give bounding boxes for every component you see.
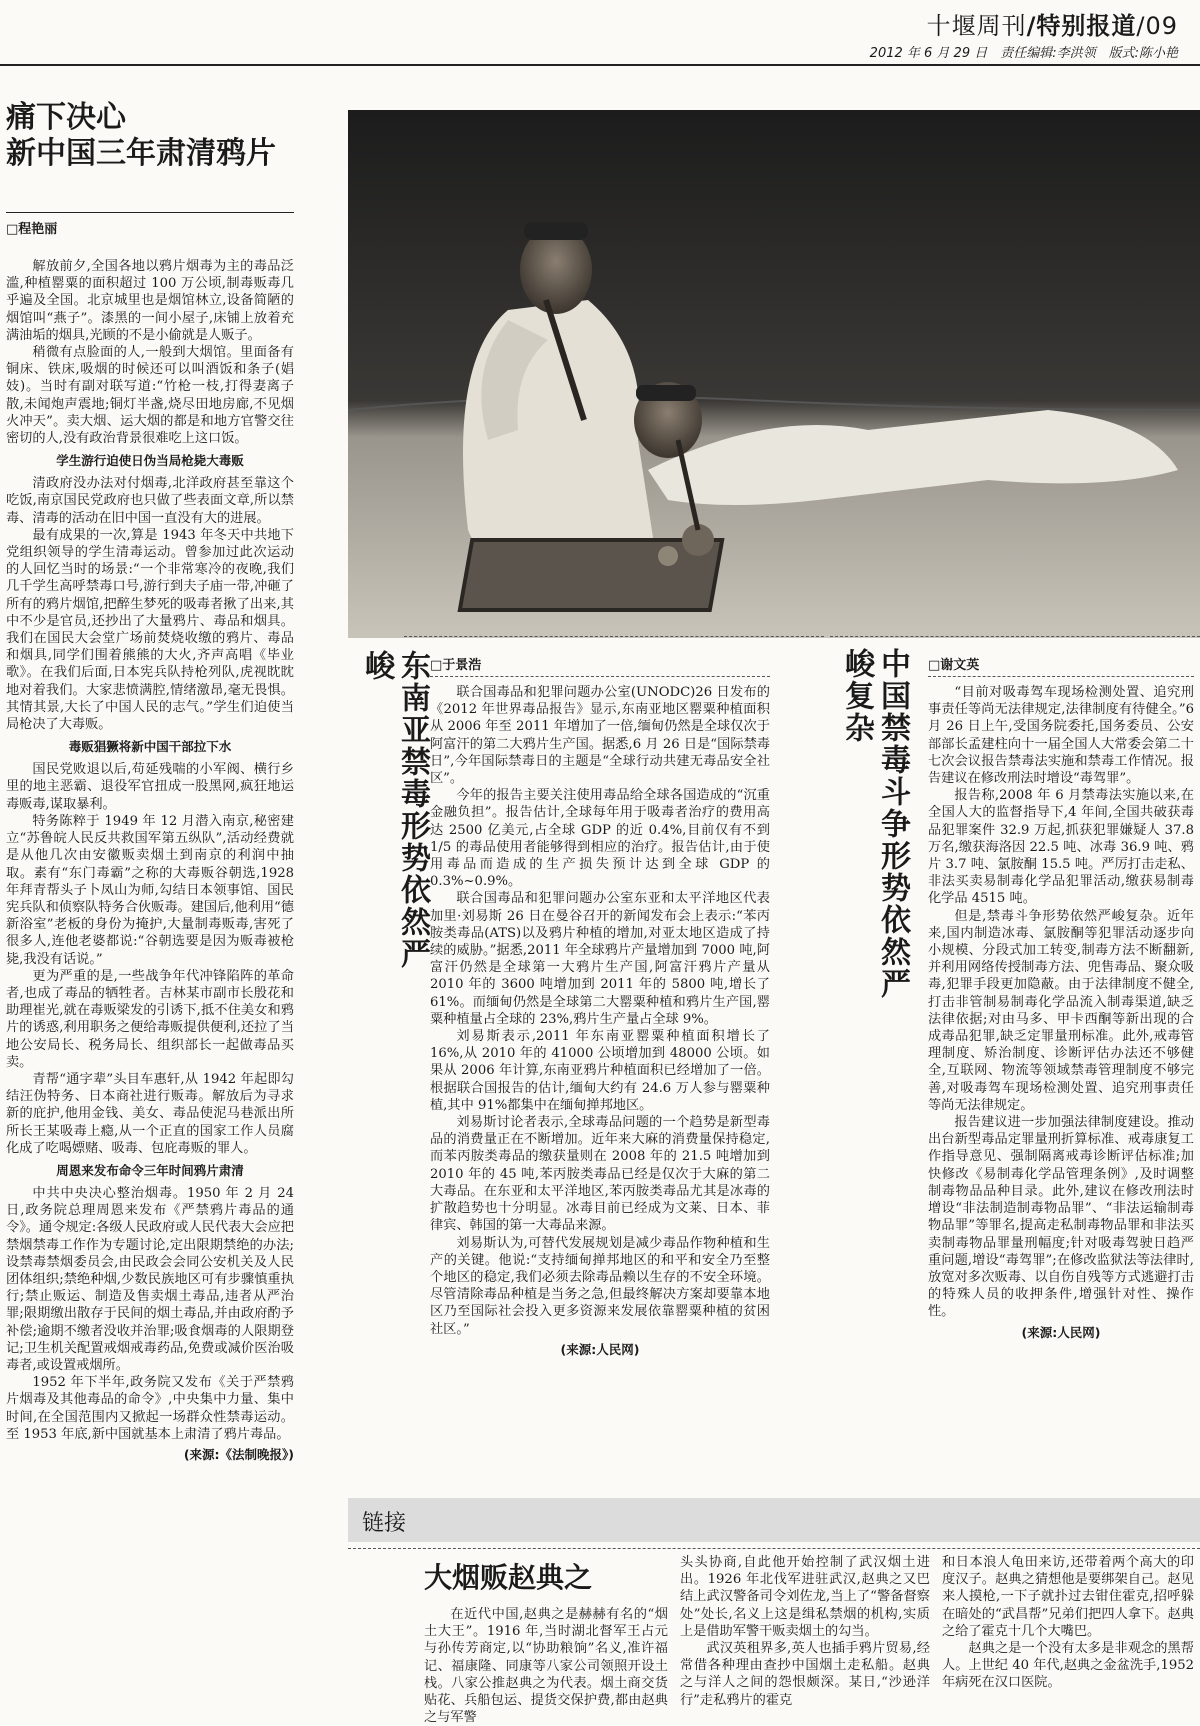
byline-rule xyxy=(6,212,294,213)
paragraph: “目前对吸毒驾车现场检测处置、追究刑事责任等尚无法律规定,法律制度有待健全。”6 月 26 日上午,受国务院委托,国务委员、公安部部长孟建柱向十一届全国人大常委会第二十七次会议报告禁毒法实施和禁毒工作情况。报告建议在修改刑法时增设“毒驾罪”。 xyxy=(928,685,1194,787)
link-column-3 xyxy=(942,1554,1194,1692)
paragraph: 中共中央决心整治烟毒。1950 年 2 月 24 日,政务院总理周恩来发布《严禁鸦片毒品的通令》。通令规定:各级人民政府或人民代表大会应把禁烟禁毒工作作为专题讨论,定出限期禁绝的办法;设禁毒禁烟委员会,由民政会会同公安机关及人民团体组织;禁绝种烟,少数民族地区可有步骤慎重执行;禁止贩运、制造及售卖烟土毒品,违者从严治罪;限期缴出散存于民间的烟土毒品,并由政府酌予补偿;逾期不缴者没收并治罪;吸食烟毒的人限期登记;卫生机关配置戒烟戒毒药品,免费或减价医治吸毒者,或设置戒烟所。 xyxy=(6,1185,294,1373)
left-headline xyxy=(6,100,336,172)
right-title: 中国禁毒斗争形势依然严峻复杂 xyxy=(839,648,910,1000)
source-note: (来源:人民网) xyxy=(1021,1324,1101,1340)
paragraph: 解放前夕,全国各地以鸦片烟毒为主的毒品泛滥,种植罂粟的面积超过 100 万公顷,制毒贩毒几乎遍及全国。北京城里也是烟馆林立,设备简陋的烟馆叫“燕子”。漆黑的一间小屋子,床铺上放着充满油垢的烟具,光顾的不是小偷就是人贩子。 xyxy=(6,259,294,343)
right-top-dash xyxy=(830,636,1200,637)
paper-name: 十堰周刊 xyxy=(926,12,1027,40)
opium-smokers-photo xyxy=(348,110,1200,638)
paragraph: 联合国毒品和犯罪问题办公室东亚和太平洋地区代表加里·刘易斯 26 日在曼谷召开的新闻发布会上表示:“苯丙胺类毒品(ATS)以及鸦片种植的增加,对亚太地区造成了持续的威胁。”据悉,2011 年全球鸦片产量增加到 7000 吨,阿富汗仍然是全球第一大鸦片生产国,阿富汗鸦片产量从 2010 年的 3600 吨增加到 2011 年的 5800 吨,增长了 61%。而缅甸仍然是全球第二大罂粟种植和鸦片生产国,罂粟种植量占全球的 23%,鸦片生产量占全球 9%。 xyxy=(430,891,770,1027)
middle-column xyxy=(430,684,770,1358)
left-byline: □程艳丽 xyxy=(6,222,58,237)
headline-line-2: 新中国三年肃清鸦片 xyxy=(6,136,276,171)
paragraph: 报告建议进一步加强法律制度建设。推动出台新型毒品定罪量刑折算标准、戒毒康复工作指导意见、强制隔离戒毒诊断评估标准;加快修改《易制毒化学品管理条例》,及时调整制毒物品品种目录。此外,建议在修改刑法时增设“非法制造制毒物品罪”、“非法运输制毒物品罪”等罪名,提高走私制毒物品罪和非法买卖制毒物品罪量刑幅度;针对吸毒驾驶日趋严重问题,增设“毒驾罪”;在修改监狱法等法律时,放宽对多次贩毒、以自伤自残等方式逃避打击的特殊人员的收押条件,增强针对性、操作性。 xyxy=(928,1115,1194,1320)
section-name: 特别报道 xyxy=(1036,12,1137,40)
headline-line-1: 痛下决心 xyxy=(6,100,126,135)
paragraph: 头头协商,自此他开始控制了武汉烟土进出。1926 年北伐军进驻武汉,赵典之又巴结上武汉警备司令刘佐龙,当上了“警备督察处”处长,名义上这是缉私禁烟的机构,实质上是借助军警干贩卖烟土的勾当。 xyxy=(680,1555,930,1639)
paragraph: 国民党败退以后,苟延残喘的小军阀、横行乡里的地主恶霸、退役军官扭成一股黑网,疯狂地运毒贩毒,谋取暴利。 xyxy=(6,762,294,812)
paragraph: 和日本浪人龟田来访,还带着两个高大的印度汉子。赵典之猜想他是要绑架自己。赵见来人摸枪,一下子就扑过去钳住霍克,招呼躲在暗处的“武昌帮”兄弟们把四人拿下。赵典之给了霍克十几个大嘴巴。 xyxy=(942,1555,1194,1639)
right-byline-dash xyxy=(928,676,1194,677)
middle-title: 东南亚禁毒形势依然严峻 xyxy=(359,650,430,970)
middle-byline-dash xyxy=(430,676,770,677)
paragraph: 刘易斯讨论者表示,全球毒品问题的一个趋势是新型毒品的消费量正在不断增加。近年来大麻的消费量保持稳定,而苯丙胺类毒品的缴获量则在 2008 年的 21.5 吨增加到 2010 年的 45 吨,苯丙胺类毒品已经是仅次于大麻的第二大毒品。在东亚和太平洋地区,苯丙胺类毒品尤其是冰毒的扩散趋势也十分明显。冰毒目前已经成为文莱、日本、菲律宾、韩国的第一大毒品来源。 xyxy=(430,1115,770,1234)
right-byline: □谢文英 xyxy=(928,658,980,673)
link-column-2 xyxy=(680,1554,930,1709)
paragraph: 刘易斯认为,可替代发展规划是减少毒品作物种植和生产的关键。他说:“支持缅甸掸邦地区的和平和安全乃至整个地区的稳定,我们必须去除毒品赖以生存的不安全环境。尽管清除毒品种植是当务之急,但最终解决方案却要靠本地区乃至国际社会投入更多资源来发展依靠罂粟种植的贫困社区。” xyxy=(430,1235,770,1337)
masthead: 十堰周刊/特别报道/09 xyxy=(926,12,1178,40)
paragraph: 特务陈粹于 1949 年 12 月潜入南京,秘密建立“苏鲁皖人民反共救国军第五纵队”,活动经费就是从他几次由安徽贩卖烟土到南京的利润中抽取。素有“东门毒霸”之称的大毒贩谷朝选,1928 年拜青帮头子卜凤山为师,勾结日本领事馆、国民宪兵队和侦察队特务合伙贩毒。建国后,他利用“德新浴室”老板的身份为掩护,大量制毒贩毒,害死了很多人,连他老婆都说:“谷朝选要是因为贩毒被枪毙,我没有话说。” xyxy=(6,813,294,967)
paragraph: 清政府没办法对付烟毒,北洋政府甚至靠这个吃饭,南京国民党政府也只做了些表面文章,所以禁毒、清毒的活动在旧中国一直没有大的进展。 xyxy=(6,476,294,526)
paragraph: 稍微有点脸面的人,一般到大烟馆。里面备有铜床、铁床,吸烟的时候还可以叫酒饭和条子(娼妓)。当时有副对联写道:“竹枪一枝,打得妻离子散,未闻炮声震地;铜灯半盏,烧尽田地房廊,不见烟火冲天”。卖大烟、运大烟的都是和地方官警交往密切的人,没有政治背景很难吃上这口饭。 xyxy=(6,345,294,447)
paragraph: 在近代中国,赵典之是赫赫有名的“烟土大王”。1916 年,当时湖北督军王占元与孙传芳商定,以“协助粮饷”名义,准许福记、福康隆、同康等八家公司领照开设土栈。八家公推赵典之为代表。烟土商交货贴花、兵船包运、提货交保护费,都由赵典之与军警 xyxy=(424,1607,668,1726)
left-column xyxy=(6,258,294,1463)
paragraph: 青帮“通字辈”头目车惠轩,从 1942 年起即勾结汪伪特务、日本商社进行贩毒。解放后为寻求新的庇护,他用金钱、美女、毒品使泥马巷派出所所长王某吸毒上瘾,从一个正直的国家工作人员腐化成了吃喝嫖赌、吸毒、包庇毒贩的罪人。 xyxy=(6,1071,294,1156)
paragraph: 刘易斯表示,2011 年东南亚罂粟种植面积增长了 16%,从 2010 年的 41000 公顷增加到 48000 公顷。如果从 2006 年计算,东南亚鸦片种植面积已经增加了一倍。根据联合国报告的估计,缅甸大约有 24.6 万人参与罂粟种植,其中 91%都集中在缅甸掸邦地区。 xyxy=(430,1029,770,1113)
paragraph: 更为严重的是,一些战争年代冲锋陷阵的革命者,也成了毒品的牺牲者。吉林某市副市长殷花和助理崔光,就在毒贩梁发的引诱下,抵不住美女和鸦片的诱惑,利用职务之便给毒贩提供便利,还拉了当地公安局长、税务局长、组织部长一起做毒品买卖。 xyxy=(6,968,294,1070)
paragraph: 最有成果的一次,算是 1943 年冬天中共地下党组织领导的学生清毒运动。曾参加过此次运动的人回忆当时的场景:“一个非常寒冷的夜晚,我们几千学生高呼禁毒口号,游行到夫子庙一带,冲砸了所有的鸦片烟馆,把醉生梦死的吸毒者揪了出来,其中不少是官员,还抄出了大量鸦片、毒品和烟具。我们在国民大会堂广场前焚烧收缴的鸦片、毒品和烟具,同学们围着熊熊的大火,齐声高唱《毕业歌》。在我们后面,日本宪兵队持枪列队,虎视眈眈地对着我们。大家悲愤满腔,情绪激昂,毫无畏惧。其情其景,大长了中国人民的志气。”学生们迫使当局枪决了大毒贩。 xyxy=(6,527,294,733)
subheading: 周恩来发布命令三年时间鸦片肃清 xyxy=(56,1162,244,1178)
historical-photo xyxy=(348,110,1200,638)
paragraph: 赵典之是一个没有太多是非观念的黑帮人。上世纪 40 年代,赵典之金盆洗手,1952 年病死在汉口医院。 xyxy=(942,1641,1194,1691)
header-rule xyxy=(0,64,1200,66)
source-note: (来源:《法制晚报》) xyxy=(183,1447,294,1462)
link-column-1 xyxy=(424,1606,668,1726)
paragraph: 报告称,2008 年 6 月禁毒法实施以来,在全国人大的监督指导下,4 年间,全国共破获毒品犯罪案件 32.9 万起,抓获犯罪嫌疑人 37.8 万名,缴获海洛因 22.5 吨、冰毒 36.9 吨、鸦片 3.7 吨、氯胺酮 15.5 吨。严厉打击走私、非法买卖易制毒化学品犯罪活动,缴获易制毒化学品 4515 吨。 xyxy=(928,788,1194,907)
source-note: (来源:人民网) xyxy=(560,1341,640,1357)
subheading: 毒贩猖獗将新中国干部拉下水 xyxy=(68,739,232,755)
subheading: 学生游行迫使日伪当局枪毙大毒贩 xyxy=(56,453,244,469)
link-label: 链接 xyxy=(362,1511,407,1536)
paragraph: 1952 年下半年,政务院又发布《关于严禁鸦片烟毒及其他毒品的命令》,中央集中力量、集中时间,在全国范围内又掀起一场群众性禁毒运动。至 1953 年底,新中国就基本上肃清了鸦片毒品。 xyxy=(6,1375,294,1442)
link-dash xyxy=(348,1548,1200,1549)
link-bar xyxy=(348,1498,1200,1542)
paragraph: 但是,禁毒斗争形势依然严峻复杂。近年来,国内制造冰毒、氯胺酮等犯罪活动逐步向小规模、分段式加工转变,制毒方法不断翻新,并利用网络传授制毒方法、兜售毒品、聚众吸毒,犯罪手段更加隐蔽。由于法律制度不健全,打击非管制易制毒化学品流入制毒渠道,缺乏法律依据;对由马多、甲卡西酮等新出现的合成毒品犯罪,缺乏定罪量刑标准。此外,戒毒管理制度、矫治制度、诊断评估办法还不够健全,互联网、物流等领域禁毒管理制度不够完善,对吸毒驾车现场检测处置、追究刑事责任等尚无法律规定。 xyxy=(928,908,1194,1113)
dateline: 2012 年 6 月 29 日 责任编辑:李洪领 版式:陈小艳 xyxy=(869,46,1178,61)
right-column xyxy=(928,684,1194,1341)
paragraph: 武汉英租界多,英人也插手鸦片贸易,经常借各种理由查抄中国烟土走私船。赵典之与洋人之间的怨恨颇深。某日,“沙逊洋行”走私鸦片的霍克 xyxy=(680,1641,930,1708)
middle-top-dash xyxy=(404,636,824,637)
link-title: 大烟贩赵典之 xyxy=(424,1561,593,1594)
paragraph: 今年的报告主要关注使用毒品给全球各国造成的“沉重金融负担”。报告估计,全球每年用于吸毒者治疗的费用高达 2500 亿美元,占全球 GDP 的近 0.4%,目前仅有不到 1/5 的毒品使用者能够得到相应的治疗。报告估计,由于使用毒品而造成的生产损失预计达到全球 GDP 的 0.3%~0.9%。 xyxy=(430,788,770,890)
page-number: /09 xyxy=(1136,12,1178,40)
middle-byline: □于景浩 xyxy=(430,658,482,673)
paragraph: 联合国毒品和犯罪问题办公室(UNODC)26 日发布的《2012 年世界毒品报告》显示,东南亚地区罂粟种植面积从 2006 年至 2011 年增加了一倍,缅甸仍然是全球仅次于阿富汗的第二大鸦片生产国。据悉,6 月 26 日是“国际禁毒日”,今年国际禁毒日的主题是“全球行动共建无毒品安全社区”。 xyxy=(430,685,770,787)
